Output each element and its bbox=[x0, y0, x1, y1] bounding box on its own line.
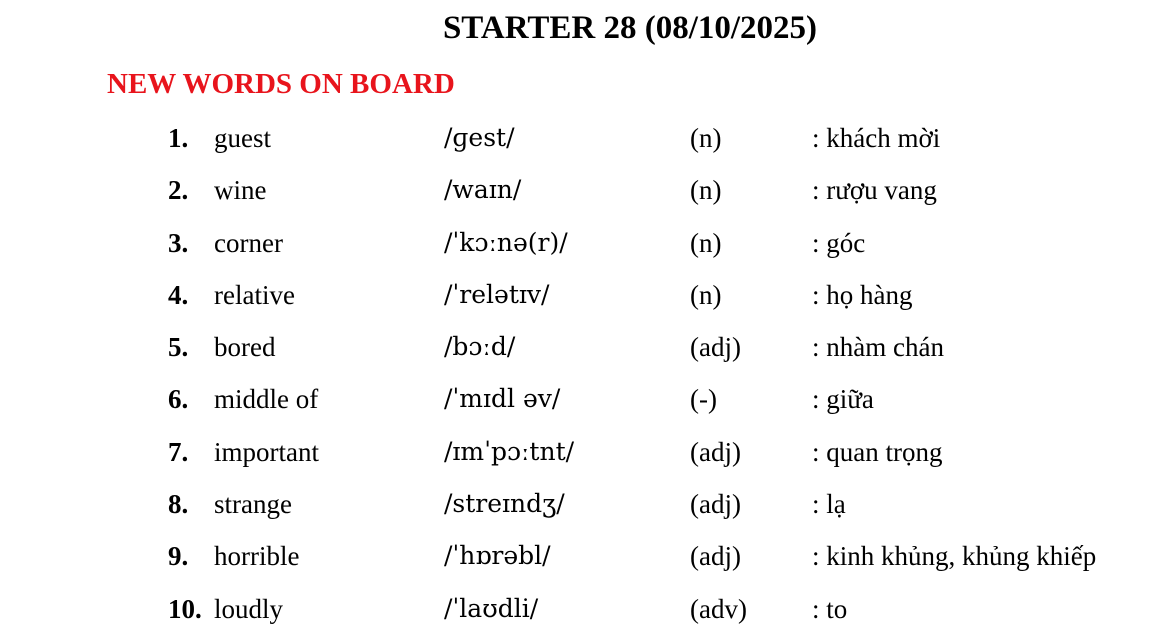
meaning: : quan trọng bbox=[812, 436, 943, 467]
item-number: 7. bbox=[168, 436, 189, 467]
vocabulary-list bbox=[0, 112, 1174, 635]
vocab-row bbox=[0, 373, 1174, 425]
vocab-row bbox=[0, 478, 1174, 530]
vocab-row bbox=[0, 112, 1174, 164]
pronunciation: /ɪmˈpɔːtnt/ bbox=[444, 436, 575, 466]
part-of-speech: (-) bbox=[690, 384, 717, 415]
part-of-speech: (adj) bbox=[690, 436, 741, 467]
part-of-speech: (adj) bbox=[690, 489, 741, 520]
item-number: 8. bbox=[168, 489, 189, 520]
pronunciation: /ˈlaʊdli/ bbox=[444, 593, 539, 623]
vocab-row bbox=[0, 217, 1174, 269]
vocab-row bbox=[0, 269, 1174, 321]
pronunciation: /ɡest/ bbox=[444, 123, 515, 152]
pronunciation: /streɪndʒ/ bbox=[444, 489, 565, 519]
vocab-row bbox=[0, 321, 1174, 373]
meaning: : rượu vang bbox=[812, 175, 937, 206]
vocab-row bbox=[0, 583, 1174, 635]
pronunciation: /bɔːd/ bbox=[444, 332, 516, 362]
part-of-speech: (n) bbox=[690, 175, 722, 206]
meaning: : kinh khủng, khủng khiếp bbox=[812, 541, 1097, 572]
item-number: 3. bbox=[168, 227, 189, 258]
word: middle of bbox=[214, 384, 319, 415]
pronunciation: /ˈkɔːnə(r)/ bbox=[444, 227, 568, 257]
page-title: STARTER 28 (08/10/2025) bbox=[442, 10, 818, 46]
item-number: 4. bbox=[168, 279, 189, 310]
vocab-row bbox=[0, 164, 1174, 216]
item-number: 9. bbox=[168, 541, 189, 572]
pronunciation: /waɪn/ bbox=[444, 175, 522, 205]
item-number: 5. bbox=[168, 332, 189, 363]
meaning: : nhàm chán bbox=[812, 332, 944, 363]
item-number: 2. bbox=[168, 175, 189, 206]
meaning: : góc bbox=[812, 227, 866, 258]
part-of-speech: (n) bbox=[690, 279, 722, 310]
part-of-speech: (adj) bbox=[690, 332, 741, 363]
pronunciation: /ˈmɪdl əv/ bbox=[444, 384, 561, 414]
vocab-row bbox=[0, 530, 1174, 582]
part-of-speech: (adj) bbox=[690, 541, 741, 572]
word: strange bbox=[214, 489, 292, 520]
word: relative bbox=[214, 279, 295, 310]
meaning: : to bbox=[812, 593, 848, 624]
word: wine bbox=[214, 175, 267, 206]
pronunciation: /ˈrelətɪv/ bbox=[444, 279, 550, 309]
word: important bbox=[214, 436, 319, 467]
word: horrible bbox=[214, 541, 300, 572]
item-number: 6. bbox=[168, 384, 189, 415]
word: guest bbox=[214, 123, 271, 153]
pronunciation: /ˈhɒrəbl/ bbox=[444, 541, 551, 571]
meaning: : giữa bbox=[812, 384, 874, 415]
word: bored bbox=[214, 332, 276, 363]
word: loudly bbox=[214, 593, 284, 624]
word: corner bbox=[214, 227, 283, 258]
meaning: : khách mời bbox=[812, 123, 941, 153]
meaning: : lạ bbox=[812, 489, 846, 520]
part-of-speech: (adv) bbox=[690, 593, 747, 624]
vocab-row bbox=[0, 426, 1174, 478]
part-of-speech: (n) bbox=[690, 123, 722, 153]
meaning: : họ hàng bbox=[812, 279, 913, 310]
section-heading: NEW WORDS ON BOARD bbox=[107, 68, 455, 100]
item-number: 1. bbox=[168, 123, 189, 153]
part-of-speech: (n) bbox=[690, 227, 722, 258]
item-number: 10. bbox=[168, 593, 202, 624]
